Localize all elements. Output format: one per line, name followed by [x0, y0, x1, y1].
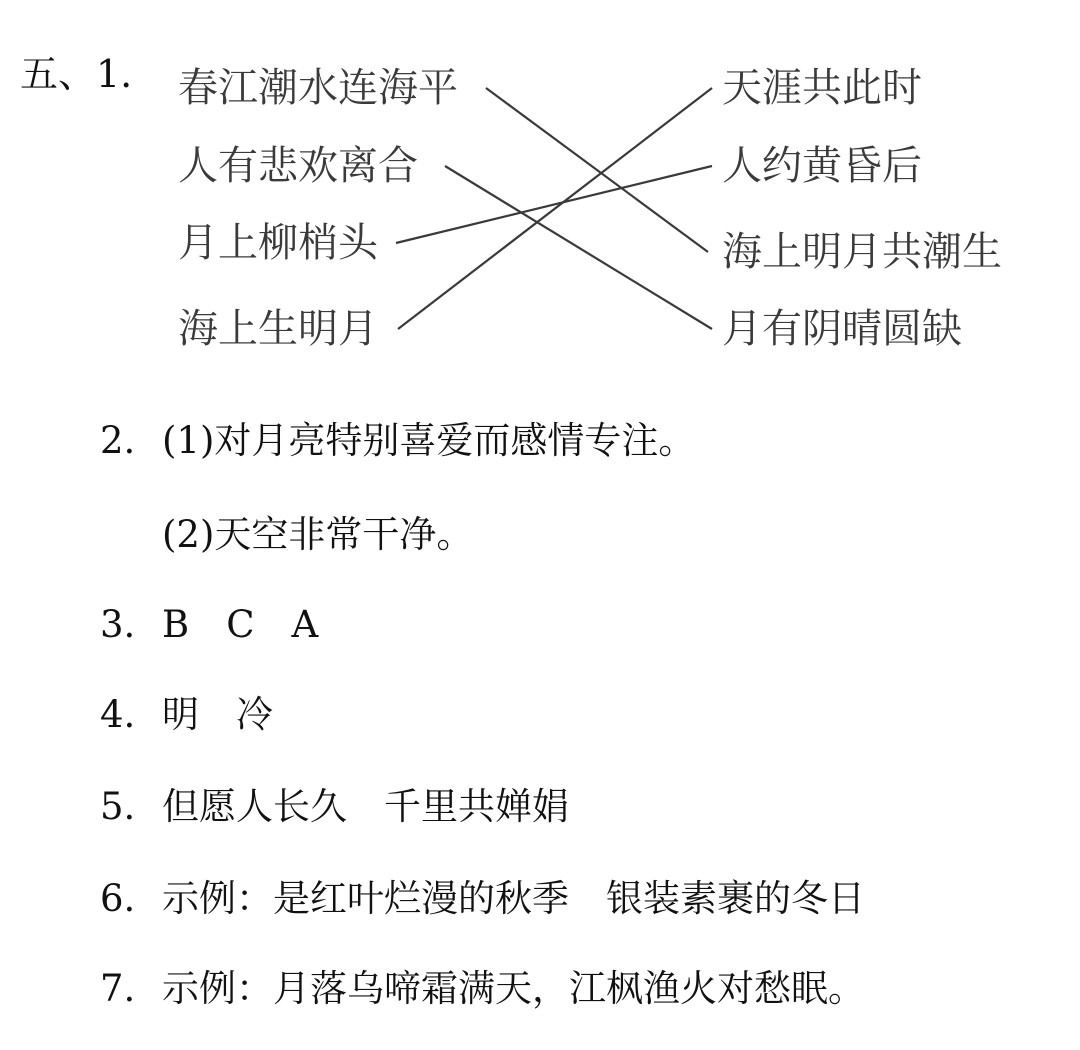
- answer-3: [100, 602, 318, 648]
- answer-text: 但愿人长久 千里共婵娟: [162, 785, 569, 828]
- answer-number: 2.: [100, 419, 136, 462]
- matching-exercise: [0, 0, 1080, 380]
- section-heading: 五、1.: [20, 52, 133, 96]
- answer-text: 示例：是红叶烂漫的秋季 银装素裹的冬日: [162, 877, 865, 920]
- answer-5: [100, 784, 569, 830]
- answer-2-part-2: [100, 512, 473, 558]
- match-line-4: [398, 88, 712, 329]
- answer-number: 6.: [100, 877, 136, 920]
- left-phrase-4: 海上生明月: [178, 306, 378, 352]
- answer-6: [100, 876, 865, 922]
- left-phrase-3: 月上柳梢头: [178, 220, 378, 266]
- answer-2-part-1: [100, 418, 695, 464]
- answer-number: 3.: [100, 603, 136, 646]
- answer-number: 4.: [100, 693, 136, 736]
- right-phrase-4: 月有阴晴圆缺: [722, 306, 962, 352]
- left-phrase-1: 春江潮水连海平: [178, 65, 458, 111]
- right-phrase-3: 海上明月共潮生: [722, 229, 1002, 275]
- answer-number: 5.: [100, 785, 136, 828]
- left-phrase-2: 人有悲欢离合: [178, 143, 418, 189]
- answer-4: [100, 692, 273, 738]
- answer-text: (2)天空非常干净。: [162, 513, 474, 556]
- answer-text: B C A: [162, 603, 319, 646]
- answer-7: [100, 966, 865, 1012]
- match-line-1: [486, 88, 708, 252]
- answer-number: 7.: [100, 967, 136, 1010]
- answer-text: (1)对月亮特别喜爱而感情专注。: [162, 419, 696, 462]
- answer-text: 示例：月落乌啼霜满天，江枫渔火对愁眠。: [162, 967, 865, 1010]
- right-phrase-2: 人约黄昏后: [722, 143, 922, 189]
- answer-text: 明 冷: [162, 693, 273, 736]
- right-phrase-1: 天涯共此时: [722, 65, 922, 111]
